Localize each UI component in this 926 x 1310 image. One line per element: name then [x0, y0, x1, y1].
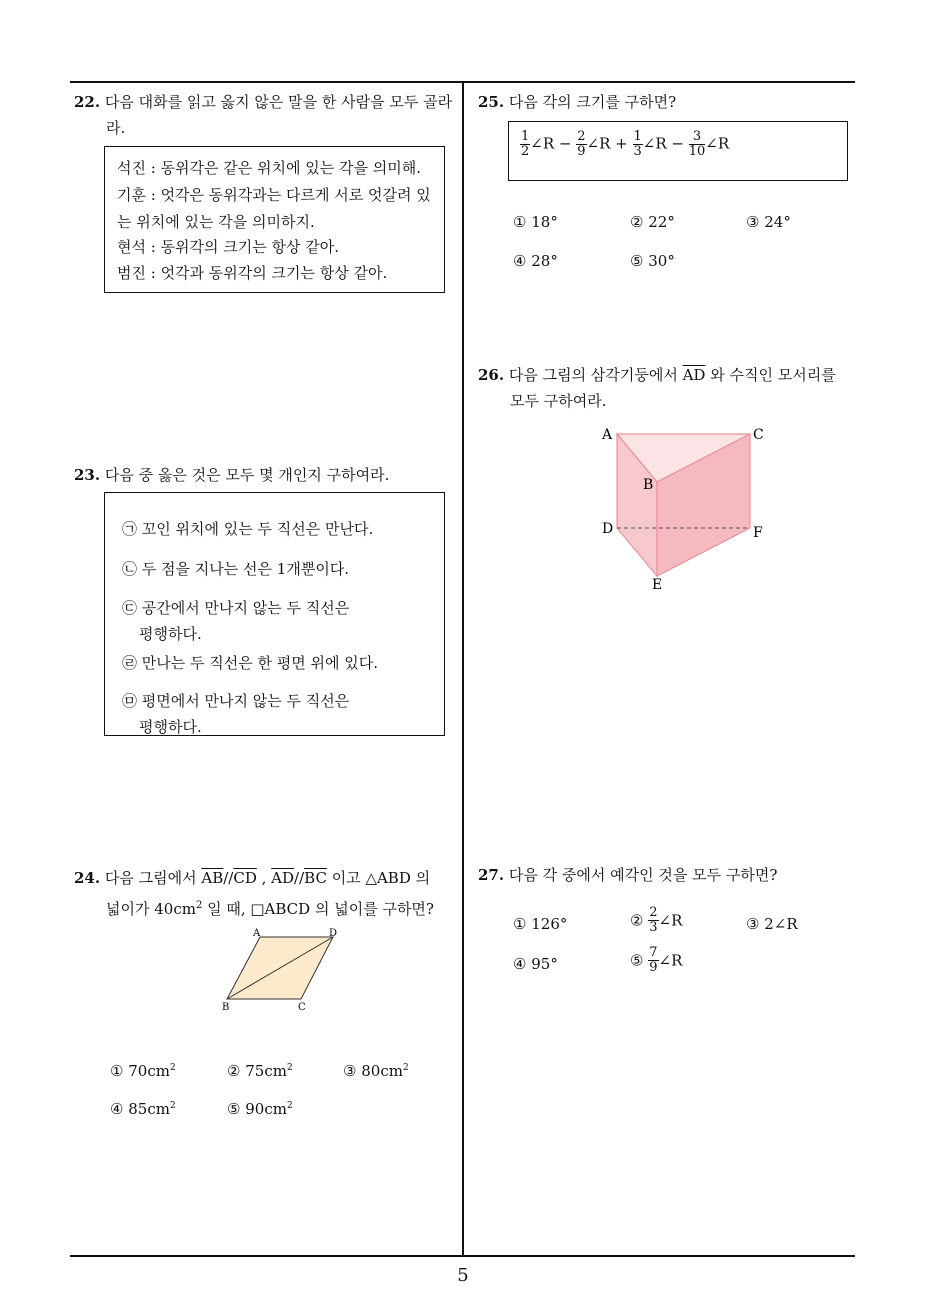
- statement-item: [122, 597, 349, 618]
- choice-value: 30°: [648, 252, 675, 270]
- segment-bc: $\overline{BC}$: [304, 869, 327, 887]
- numerator: 1: [633, 129, 642, 144]
- expr-term: ∠R −: [530, 134, 577, 153]
- question-number: 25.: [478, 93, 505, 111]
- item-mark: ㉠: [122, 520, 138, 538]
- choice-mark: ④: [110, 1100, 124, 1118]
- choice-mark: ④: [513, 955, 527, 973]
- denominator: 3: [649, 920, 658, 935]
- angle-expression: [520, 130, 729, 159]
- fraction: [576, 130, 586, 159]
- answer-choice[interactable]: [630, 252, 675, 270]
- choice-value: 70cm: [128, 1062, 170, 1080]
- question-text: 일 때, □ABCD 의 넓이를 구하면?: [202, 900, 434, 918]
- choice-mark: ①: [513, 213, 527, 231]
- column-divider: [462, 82, 464, 1257]
- choice-mark: ②: [630, 911, 644, 930]
- answer-choice[interactable]: [513, 252, 558, 270]
- label-d: D: [602, 521, 614, 537]
- fraction: [633, 130, 643, 159]
- question-number: 24.: [74, 869, 101, 887]
- choice-value: 22°: [648, 213, 675, 231]
- bottom-rule: [70, 1255, 855, 1257]
- denominator: 3: [633, 144, 642, 159]
- question-text: 다음 그림에서: [104, 869, 202, 887]
- choice-value: 2∠R: [764, 915, 798, 933]
- answer-choice[interactable]: [513, 915, 567, 933]
- answer-choice[interactable]: [110, 1062, 176, 1080]
- choice-mark: ③: [746, 213, 760, 231]
- question-number: 27.: [478, 866, 505, 884]
- fraction: [520, 130, 530, 159]
- answer-choice[interactable]: [746, 915, 798, 933]
- denominator: 9: [649, 960, 658, 975]
- statement-item: [122, 690, 349, 711]
- choice-mark: ①: [513, 915, 527, 933]
- item-text: 만나는 두 직선은 한 평면 위에 있다.: [141, 654, 379, 672]
- answer-choice[interactable]: [513, 955, 558, 973]
- question-text: 다음 대화를 읽고 옳지 않은 말을 한 사람을 모두 골라: [104, 93, 453, 111]
- item-text: 두 점을 지나는 선은 1개뿐이다.: [141, 560, 350, 578]
- label-b: B: [643, 477, 654, 493]
- choice-value: ∠R: [658, 911, 683, 930]
- statement-item: [122, 518, 373, 539]
- choice-mark: ⑤: [227, 1100, 241, 1118]
- answer-choice[interactable]: [227, 1062, 293, 1080]
- dialog-line: 는 위치에 있는 각을 의미하지.: [117, 213, 315, 231]
- dialog-line: 현석 : 동위각의 크기는 항상 같아.: [117, 238, 340, 256]
- item-text: 평면에서 만나지 않는 두 직선은: [141, 692, 350, 710]
- answer-choice[interactable]: [746, 213, 791, 231]
- numerator: 7: [649, 945, 658, 960]
- fraction: [648, 906, 658, 935]
- fraction: [648, 946, 658, 975]
- item-mark: ㉤: [122, 692, 138, 710]
- choice-mark: ③: [746, 915, 760, 933]
- question-number: 23.: [74, 466, 101, 484]
- question-text-cont: 모두 구하여라.: [510, 392, 607, 410]
- item-mark: ㉡: [122, 560, 138, 578]
- segment-ad: $\overline{AD}$: [682, 366, 706, 384]
- choice-mark: ④: [513, 252, 527, 270]
- expr-term: ∠R: [705, 134, 730, 153]
- numerator: 3: [689, 130, 706, 145]
- question-number: 22.: [74, 93, 101, 111]
- superscript: 2: [195, 900, 203, 911]
- label-a: A: [253, 928, 261, 939]
- dialog-line: 범진 : 엇각과 동위각의 크기는 항상 같아.: [117, 264, 388, 282]
- question-text: 넓이가 40cm: [106, 900, 196, 918]
- choice-value: 85cm: [128, 1100, 170, 1118]
- choice-value: 18°: [531, 213, 558, 231]
- question-number: 26.: [478, 366, 505, 384]
- parallel-sign: //: [223, 869, 234, 887]
- choice-mark: ②: [227, 1062, 241, 1080]
- superscript: 2: [169, 1063, 176, 1073]
- answer-choice[interactable]: [630, 213, 675, 231]
- item-text: 꼬인 위치에 있는 두 직선은 만난다.: [141, 520, 374, 538]
- choice-value: 28°: [531, 252, 558, 270]
- label-d: D: [329, 928, 338, 939]
- dialog-line: 석진 : 동위각은 같은 위치에 있는 각을 의미해.: [117, 159, 422, 177]
- choice-value: 80cm: [361, 1062, 403, 1080]
- choice-value: 95°: [531, 955, 558, 973]
- segment-ab: $\overline{AB}$: [201, 869, 224, 887]
- numerator: 2: [577, 129, 586, 144]
- choice-mark: ⑤: [630, 951, 644, 970]
- answer-choice[interactable]: [630, 946, 682, 975]
- label-e: E: [652, 577, 663, 593]
- superscript: 2: [169, 1101, 176, 1111]
- expr-term: ∠R −: [642, 134, 689, 153]
- answer-choice[interactable]: [630, 906, 682, 935]
- statement-item: [122, 558, 349, 579]
- item-mark: ㉢: [122, 599, 138, 617]
- question-text: 이고 △ABD 의: [326, 869, 431, 887]
- statement-item: [122, 652, 378, 673]
- question-text: 와 수직인 모서리를: [705, 366, 836, 384]
- expr-term: ∠R +: [586, 134, 633, 153]
- label-a: A: [602, 427, 613, 443]
- item-mark: ㉣: [122, 654, 138, 672]
- choice-value: 75cm: [245, 1062, 287, 1080]
- answer-choice[interactable]: [110, 1100, 176, 1118]
- choice-mark: ③: [343, 1062, 357, 1080]
- question-text: 다음 각 중에서 예각인 것을 모두 구하면?: [508, 866, 778, 884]
- item-text-cont: 평행하다.: [139, 625, 202, 643]
- item-text: 공간에서 만나지 않는 두 직선은: [141, 599, 350, 617]
- choice-value: 24°: [764, 213, 791, 231]
- label-c: C: [298, 1002, 306, 1013]
- question-text: 다음 각의 크기를 구하면?: [508, 93, 677, 111]
- question-text: 다음 그림의 삼각기둥에서: [508, 366, 683, 384]
- numerator: 2: [649, 905, 658, 920]
- superscript: 2: [286, 1101, 293, 1111]
- parallel-sign: //: [294, 869, 305, 887]
- choice-value: 90cm: [245, 1100, 287, 1118]
- question-text-cont: 라.: [106, 119, 126, 137]
- parallelogram-figure: [215, 925, 350, 1015]
- label-b: B: [222, 1002, 230, 1013]
- comma: ,: [256, 869, 272, 887]
- page-number: 5: [457, 1265, 469, 1286]
- denominator: 9: [577, 144, 586, 159]
- fraction: [689, 130, 706, 159]
- choice-mark: ⑤: [630, 252, 644, 270]
- dialog-line: 기훈 : 엇각은 동위각과는 다르게 서로 엇갈려 있: [117, 186, 431, 204]
- superscript: 2: [286, 1063, 293, 1073]
- triangular-prism-figure: [595, 420, 775, 600]
- choice-value: 126°: [531, 915, 568, 933]
- choice-mark: ①: [110, 1062, 124, 1080]
- answer-choice[interactable]: [227, 1100, 293, 1118]
- segment-cd: $\overline{CD}$: [233, 869, 257, 887]
- answer-choice[interactable]: [513, 213, 558, 231]
- answer-choice[interactable]: [343, 1062, 409, 1080]
- choice-value: ∠R: [658, 951, 683, 970]
- numerator: 1: [521, 129, 530, 144]
- segment-ad: $\overline{AD}$: [271, 869, 295, 887]
- item-text-cont: 평행하다.: [139, 718, 202, 736]
- denominator: 2: [521, 144, 530, 159]
- denominator: 10: [688, 144, 706, 159]
- label-f: F: [753, 525, 763, 541]
- superscript: 2: [402, 1063, 409, 1073]
- label-c: C: [753, 427, 764, 443]
- choice-mark: ②: [630, 213, 644, 231]
- question-text: 다음 중 옳은 것은 모두 몇 개인지 구하여라.: [104, 466, 390, 484]
